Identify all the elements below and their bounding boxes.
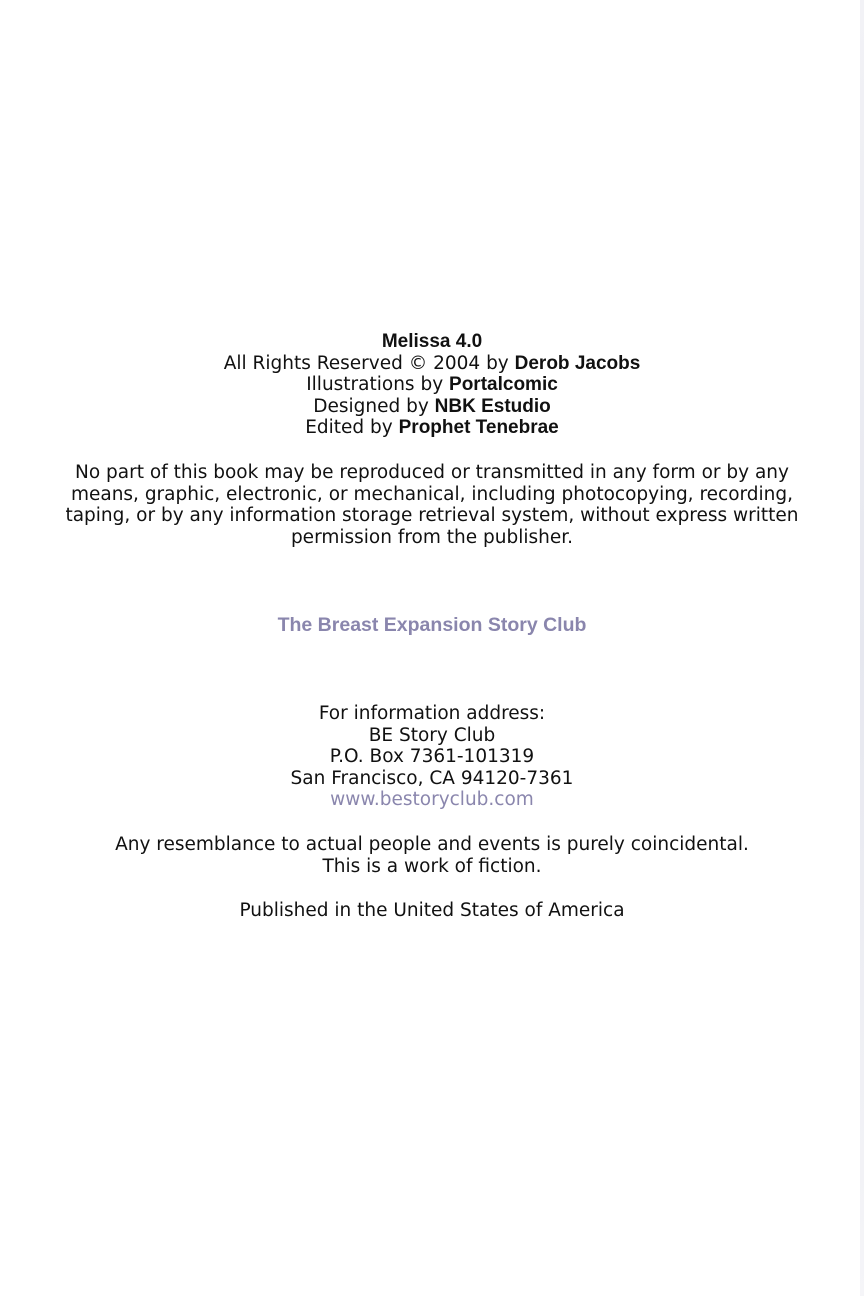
publisher-club-name: The Breast Expansion Story Club	[277, 614, 587, 636]
fiction-line-1: Any resemblance to actual people and events is purely coincidental.	[115, 834, 749, 855]
illustrations-line	[0, 374, 864, 396]
edited-line	[0, 417, 864, 439]
edited-prefix: Edited by	[305, 417, 399, 438]
rights-line	[0, 353, 864, 375]
credits-block	[0, 331, 864, 439]
legal-notice: No part of this book may be reproduced or transmitted in any form or by any means, graphic, electronic, or mechanical, including photocopying, recording, taping, or by any information storage retrieval system, without express written permission from the publisher.	[65, 462, 799, 548]
fiction-line-2: This is a work of fiction.	[322, 855, 542, 877]
rights-prefix: All Rights Reserved © 2004 by	[223, 352, 515, 374]
book-title: Melissa 4.0	[381, 331, 483, 352]
designed-line	[0, 396, 864, 418]
address-city: San Francisco, CA 94120-7361	[290, 767, 574, 789]
editor-name: Prophet Tenebrae	[398, 417, 559, 438]
address-heading: For information address:	[318, 703, 546, 724]
author-name: Derob Jacobs	[514, 352, 641, 374]
address-name: BE Story Club	[368, 724, 496, 746]
page-edge	[860, 0, 864, 1296]
published-note: Published in the United States of America	[239, 900, 625, 921]
address-box: P.O. Box 7361-101319	[329, 746, 535, 767]
address-block	[0, 703, 864, 811]
designed-prefix: Designed by	[313, 395, 435, 417]
illustrations-prefix: Illustrations by	[306, 374, 450, 395]
fiction-disclaimer	[0, 834, 864, 877]
illustrator-name: Portalcomic	[449, 374, 558, 395]
designer-name: NBK Estudio	[434, 395, 551, 417]
website-link[interactable]: www.bestoryclub.com	[330, 789, 534, 810]
